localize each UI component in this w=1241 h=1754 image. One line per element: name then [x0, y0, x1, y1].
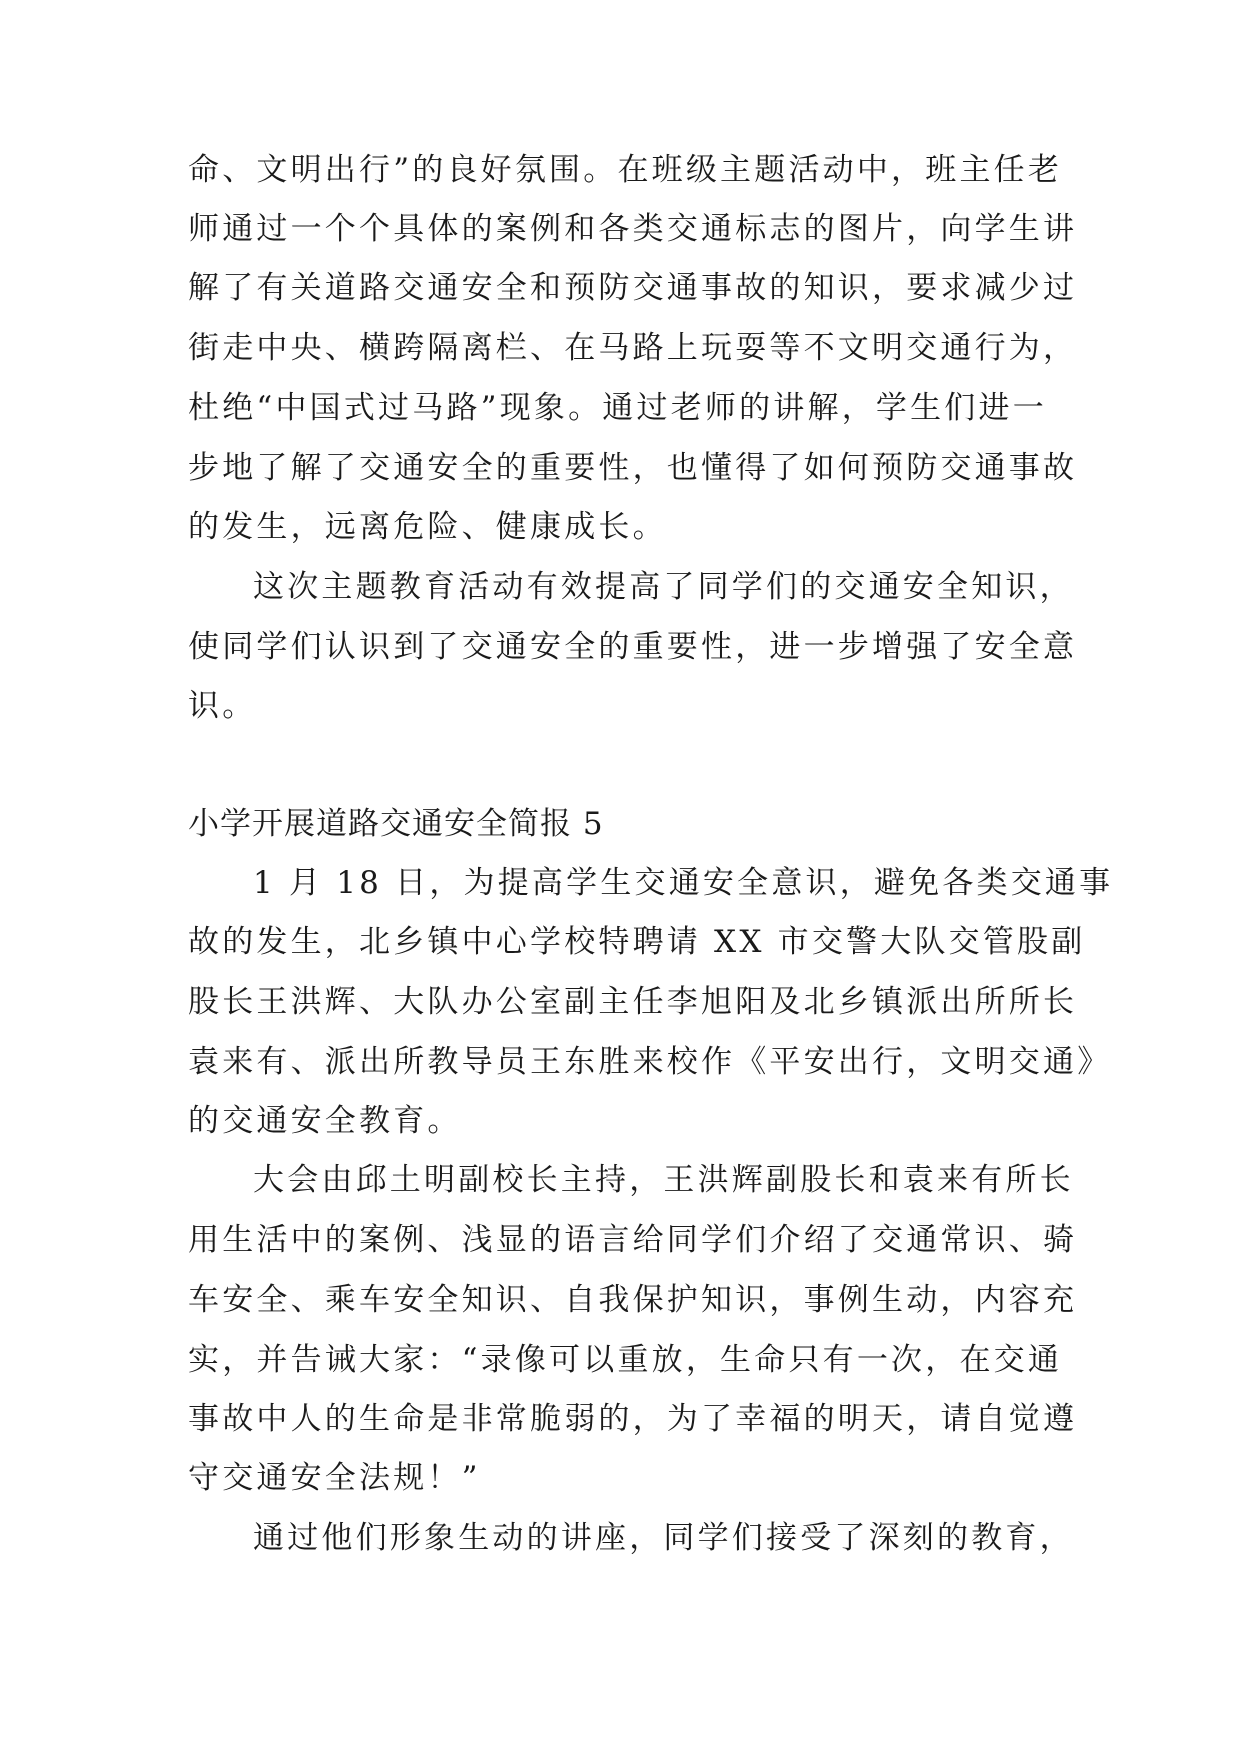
paragraph-line: 步地了解了交通安全的重要性，也懂得了如何预防交通事故 — [188, 450, 1078, 486]
paragraph-line: 1 月 18 日，为提高学生交通安全意识，避免各类交通事 — [253, 865, 1114, 901]
paragraph-line: 股长王洪辉、大队办公室副主任李旭阳及北乡镇派出所所长 — [188, 984, 1078, 1020]
paragraph-line: 大会由邱土明副校长主持，王洪辉副股长和袁来有所长 — [253, 1162, 1074, 1198]
paragraph-line: 用生活中的案例、浅显的语言给同学们介绍了交通常识、骑 — [188, 1222, 1078, 1258]
paragraph-line: 袁来有、派出所教导员王东胜来校作《平安出行，文明交通》 — [188, 1044, 1112, 1080]
paragraph-line: 的交通安全教育。 — [188, 1103, 462, 1139]
paragraph-line: 杜绝“中国式过马路”现象。通过老师的讲解，学生们进一 — [188, 390, 1047, 426]
paragraph-line: 守交通安全法规！” — [188, 1460, 481, 1496]
paragraph-line: 识。 — [188, 688, 257, 724]
paragraph-line: 这次主题教育活动有效提高了同学们的交通安全知识， — [253, 569, 1074, 605]
paragraph-line: 实，并告诫大家：“录像可以重放，生命只有一次，在交通 — [188, 1342, 1063, 1378]
paragraph-line: 车安全、乘车安全知识、自我保护知识，事例生动，内容充 — [188, 1282, 1078, 1318]
paragraph-line: 故的发生，北乡镇中心学校特聘请 XX 市交警大队交管股副 — [188, 924, 1086, 960]
paragraph-line: 命、文明出行”的良好氛围。在班级主题活动中，班主任老 — [188, 152, 1063, 188]
paragraph-line: 师通过一个个具体的案例和各类交通标志的图片，向学生讲 — [188, 211, 1078, 247]
paragraph-line: 解了有关道路交通安全和预防交通事故的知识，要求减少过 — [188, 270, 1078, 306]
paragraph-line: 通过他们形象生动的讲座，同学们接受了深刻的教育， — [253, 1520, 1074, 1556]
section-title: 小学开展道路交通安全简报 5 — [188, 806, 604, 842]
paragraph-line: 街走中央、横跨隔离栏、在马路上玩耍等不文明交通行为， — [188, 330, 1078, 366]
paragraph-line: 使同学们认识到了交通安全的重要性，进一步增强了安全意 — [188, 629, 1078, 665]
paragraph-line: 事故中人的生命是非常脆弱的，为了幸福的明天，请自觉遵 — [188, 1401, 1078, 1437]
paragraph-line: 的发生，远离危险、健康成长。 — [188, 509, 667, 545]
